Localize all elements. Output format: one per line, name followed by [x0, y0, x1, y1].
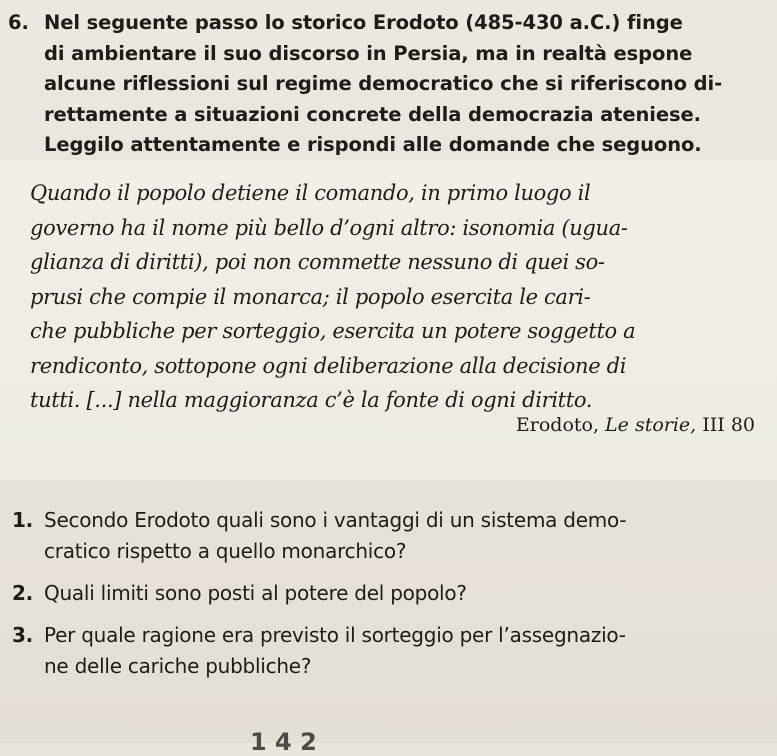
quote-line: prusi che compie il monarca; il popolo esercita le cari-: [30, 284, 591, 309]
exercise-intro-line: rettamente a situazioni concrete della democrazia ateniese.: [44, 102, 701, 126]
exercise-6-intro: [8, 8, 768, 161]
quote-line: glianza di diritti), poi non commette nessuno di quei so-: [30, 250, 605, 274]
question-3: 3. Per quale ragione era previsto il sorteggio per l’assegnazio- ne delle cariche pubbliche?: [12, 620, 772, 682]
exercise-intro-line: Leggilo attentamente e rispondi alle domande che seguono.: [44, 133, 702, 156]
quote-line: rendiconto, sottopone ogni deliberazione alla decisione di: [30, 353, 627, 378]
questions-list: [12, 505, 772, 693]
quote-line: governo ha il nome più bello d’ogni altro: isonomia (ugua-: [30, 215, 628, 240]
quote-line: tutti. [...] nella maggioranza c’è la fonte di ogni diritto.: [30, 388, 593, 412]
question-line: cratico rispetto a quello monarchico?: [44, 539, 407, 563]
exercise-intro-line: di ambientare il suo discorso in Persia, ma in realtà espone: [44, 41, 693, 65]
quote-line: che pubbliche per sorteggio, esercita un potere soggetto a: [30, 319, 636, 343]
question-number: 2.: [12, 581, 34, 605]
page-number-fragment: 1 4 2: [250, 728, 317, 756]
herodotus-quote: [30, 176, 770, 418]
source-work-title: Le storie,: [605, 414, 697, 436]
quote-line: Quando il popolo detiene il comando, in primo luogo il: [30, 181, 591, 205]
question-number: 1.: [12, 508, 34, 532]
question-line: ne delle cariche pubbliche?: [44, 654, 312, 678]
question-1: 1. Secondo Erodoto quali sono i vantaggi di un sistema demo- cratico rispetto a quello monarchico?: [12, 505, 772, 567]
exercise-intro-line: alcune riflessioni sul regime democratico che si riferiscono di-: [44, 72, 723, 95]
question-2: 2. Quali limiti sono posti al potere del popolo?: [12, 578, 772, 609]
exercise-number: 6.: [8, 11, 29, 34]
quote-source: Erodoto, Le storie, III 80: [515, 414, 755, 436]
question-number: 3.: [12, 623, 34, 647]
exercise-intro-line: 6. Nel seguente passo lo storico Erodoto (485-430 a.C.) finge: [8, 8, 768, 39]
